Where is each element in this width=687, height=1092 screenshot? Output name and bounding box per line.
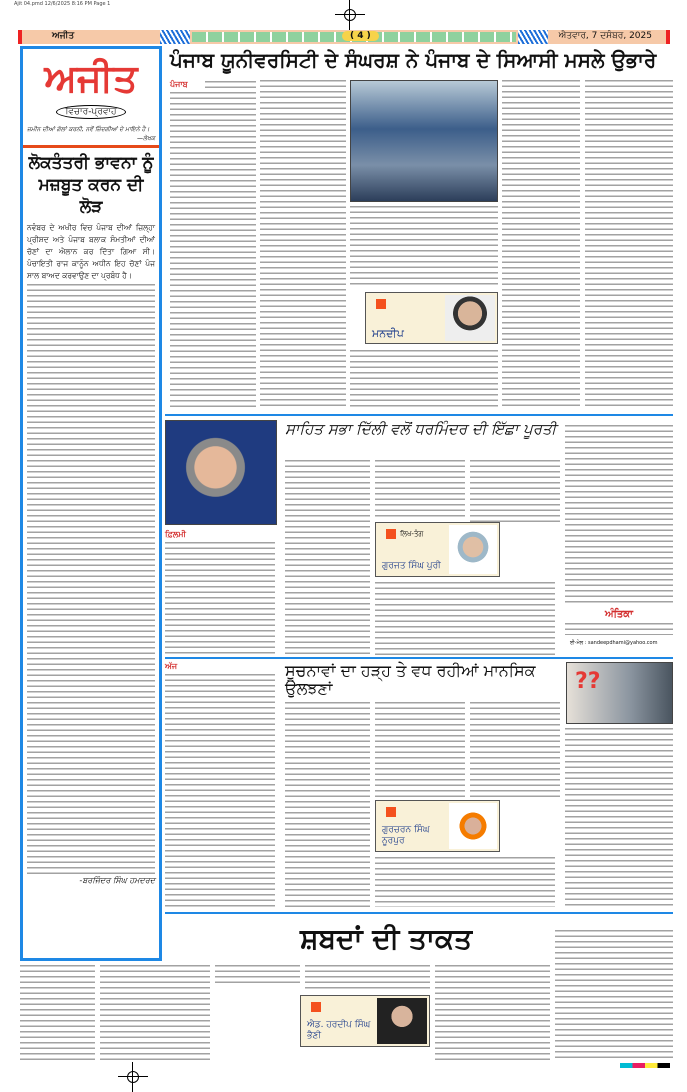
editorial-title: ਲੋਕਤੰਤਰੀ ਭਾਵਨਾ ਨੂੰ ਮਜ਼ਬੂਤ ਕਰਨ ਦੀ ਲੋੜ bbox=[28, 153, 154, 217]
article-4-column bbox=[100, 965, 210, 1060]
editorial-column bbox=[20, 46, 162, 961]
header-date: ਐਤਵਾਰ, 7 ਦਸੰਬਰ, 2025 bbox=[558, 31, 652, 41]
article-3-column bbox=[565, 728, 673, 908]
article-3-column bbox=[285, 702, 370, 907]
byline-box bbox=[300, 995, 430, 1047]
article-1-lead-word: ਪੰਜਾਬ bbox=[170, 80, 188, 89]
byline-name: ਮਨਦੀਪ bbox=[372, 327, 404, 340]
article-1-column bbox=[350, 350, 498, 410]
divider bbox=[165, 657, 673, 659]
article-1-column bbox=[585, 80, 673, 410]
article-2-column bbox=[375, 582, 555, 655]
byline-role: ਲਿਖ-ਤੰਗ bbox=[400, 530, 424, 538]
editorial-signature: -ਬਰਜਿੰਦਰ ਸਿੰਘ ਹਮਦਰਦ bbox=[79, 876, 155, 885]
quote-text: ਜ਼ਮੀਨ ਦੀਆਂ ਗੱਲਾਂ ਕਰਨੀ, ਨਵੇਂ ਜ਼ਿੰਦਗੀਆਂ ਦੇ ਮਾਇਨੇ ਹੈ। bbox=[27, 126, 150, 133]
article-2-title: ਸਾਹਿਤ ਸਭਾ ਦਿੱਲੀ ਵਲੋਂ ਧਰਮਿੰਦਰ ਦੀ ਇੱਛਾ ਪੂਰਤੀ bbox=[285, 420, 557, 438]
article-4-title: ਸ਼ਬਦਾਂ ਦੀ ਤਾਕਤ bbox=[300, 922, 472, 955]
article-4-column bbox=[555, 930, 673, 1060]
stressed-man-photo bbox=[566, 662, 673, 724]
masthead-logo: ਅਜੀਤ bbox=[44, 55, 138, 100]
byline-box bbox=[375, 800, 500, 852]
article-3-column bbox=[375, 702, 465, 797]
byline-marker bbox=[376, 299, 386, 309]
decorative-stripe bbox=[160, 30, 190, 44]
editorial-lead: ਨਵੰਬਰ ਦੇ ਅਖੀਰ ਵਿਚ ਪੰਜਾਬ ਦੀਆਂ ਜ਼ਿਲ੍ਹਾ ਪ੍ਰੀਸ਼ਦ ਅਤੇ ਪੰਜਾਬ ਬਲਾਕ ਸੰਮਤੀਆਂ ਦੀਆਂ ਚੋਣਾਂ ਦਾ ਐਲਾਨ ਕਰ ਦਿੱਤਾ ਗਿਆ ਸੀ। ਪੰਚਾਇਤੀ ਰਾਜ ਕਾਨੂੰਨ ਅਧੀਨ ਇਹ ਚੋਣਾਂ ਪੰਜ ਸਾਲ ਬਾਅਦ ਕਰਵਾਉਣ ਦਾ ਪ੍ਰਬੰਧ ਹੈ। bbox=[27, 223, 155, 280]
article-1-column bbox=[350, 206, 498, 286]
text-line bbox=[205, 81, 256, 89]
section-label: ਵਿਚਾਰ-ਪ੍ਰਵਾਹ bbox=[56, 105, 126, 119]
author-photo bbox=[449, 803, 497, 849]
article-2-lead-word: ਫ਼ਿਲਮੀ bbox=[165, 530, 186, 539]
article-1-column bbox=[260, 80, 346, 410]
byline-marker bbox=[386, 529, 396, 539]
registration-mark-icon bbox=[118, 1062, 148, 1092]
article-4-column bbox=[20, 965, 95, 1060]
quote bbox=[23, 123, 159, 148]
article-3-column bbox=[375, 857, 555, 907]
print-info: Ajit 04.pmd 12/6/2025 8:16 PM Page 1 bbox=[14, 1, 111, 7]
byline-box bbox=[365, 292, 498, 344]
byline-name: ਗੁਰਜਤ ਸਿੰਘ ਪੁਰੀ bbox=[382, 561, 441, 571]
question-marks-icon: ?? bbox=[575, 669, 601, 694]
sidebar-text bbox=[565, 623, 673, 635]
author-photo bbox=[445, 295, 495, 341]
byline-marker bbox=[311, 1002, 321, 1012]
article-2-column bbox=[285, 460, 370, 655]
article-2-column bbox=[165, 542, 275, 655]
decorative-stripe bbox=[518, 30, 548, 44]
article-1-column bbox=[170, 92, 256, 410]
article-4-column bbox=[435, 965, 550, 1060]
article-2-column bbox=[375, 460, 465, 518]
divider bbox=[165, 414, 673, 416]
article-4-column bbox=[215, 965, 300, 985]
article-3-column bbox=[165, 674, 275, 907]
article-1-title: ਪੰਜਾਬ ਯੂਨੀਵਰਸਿਟੀ ਦੇ ਸੰਘਰਸ਼ ਨੇ ਪੰਜਾਬ ਦੇ ਸਿਆਸੀ ਮਸਲੇ ਉਭਾਰੇ bbox=[170, 48, 657, 72]
author-photo bbox=[449, 525, 497, 574]
article-3-column bbox=[470, 702, 560, 797]
article-2-column bbox=[470, 460, 560, 522]
byline-box bbox=[375, 522, 500, 577]
header-paper-name: ਅਜੀਤ bbox=[52, 31, 75, 41]
byline-marker bbox=[386, 807, 396, 817]
byline-name: ਐਡ. ਹਰਦੀਪ ਸਿੰਘ ਭੈਣੀ bbox=[307, 1020, 371, 1041]
page-header-band bbox=[18, 30, 670, 44]
color-bar bbox=[620, 1063, 670, 1068]
article-4-column bbox=[305, 965, 430, 990]
dharmendra-photo bbox=[165, 420, 277, 525]
quote-author: —ਲੇਖਕ bbox=[137, 135, 155, 142]
article-3-title: ਸੂਚਨਾਵਾਂ ਦਾ ਹੜ੍ਹ ਤੇ ਵਧ ਰਹੀਆਂ ਮਾਨਸਿਕ ਉਲਝਣਾਂ bbox=[285, 661, 536, 698]
byline-name: ਗੁਰਚਰਨ ਸਿੰਘ ਨੂਰਪੁਰ bbox=[382, 825, 430, 846]
author-photo bbox=[377, 998, 427, 1044]
page-number: ( 4 ) bbox=[342, 31, 379, 41]
sidebar-title: ਅੰਤਿਕਾ bbox=[605, 609, 633, 620]
editorial-body bbox=[27, 284, 155, 874]
sidebar-email: ਈ-ਮੇਲ : sandeepdhami@yahoo.com bbox=[570, 640, 658, 646]
article-3-lead-word: ਅੱਜ bbox=[165, 662, 178, 671]
registration-mark-icon bbox=[335, 0, 365, 30]
protest-photo bbox=[350, 80, 498, 202]
divider bbox=[165, 912, 673, 914]
article-2-column bbox=[565, 425, 673, 605]
article-1-column bbox=[502, 80, 580, 410]
